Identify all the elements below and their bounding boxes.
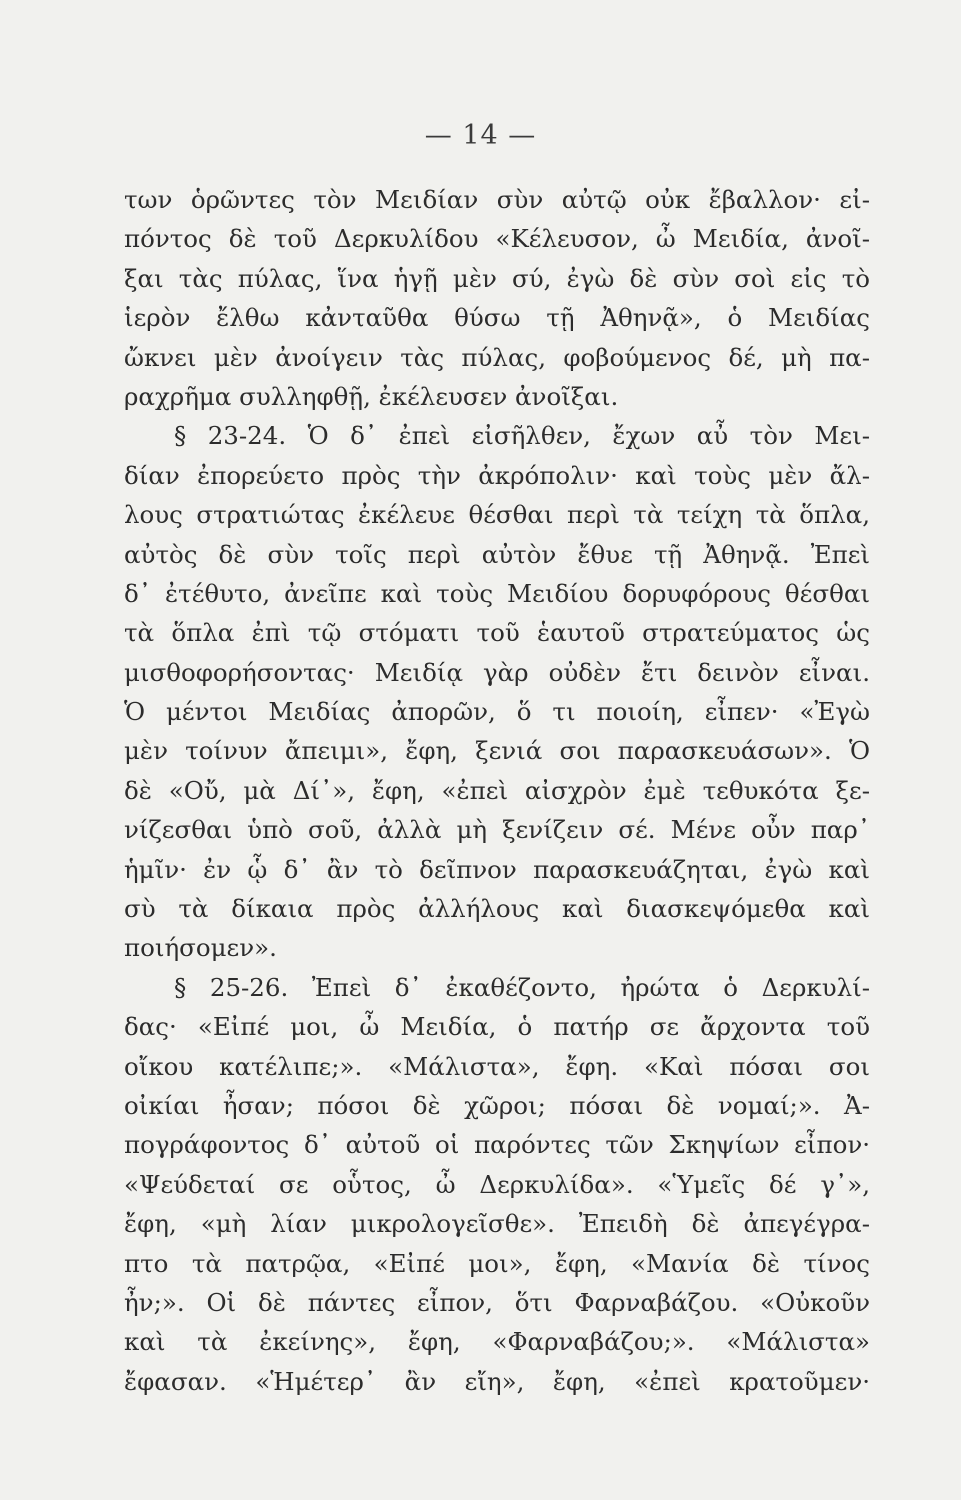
body-text	[124, 180, 870, 1401]
text-line: δίαν ἐπορεύετο πρὸς τὴν ἀκρόπολιν· καὶ τοὺς μὲν ἄλ-	[124, 460, 870, 490]
text-line: καὶ τὰ ἐκείνης», ἔφη, «Φαρναβάζου;». «Μάλιστα»	[124, 1327, 870, 1357]
text-line: μισθοφορήσοντας· Μειδίᾳ γὰρ οὐδὲν ἔτι δεινὸν εἶναι.	[124, 657, 870, 687]
text-line: αὐτὸς δὲ σὺν τοῖς περὶ αὐτὸν ἔθυε τῇ Ἀθηνᾷ. Ἐπεὶ	[124, 539, 870, 569]
text-line: ξαι τὰς πύλας, ἵνα ἡγῇ μὲν σύ, ἐγὼ δὲ σὺν σοὶ εἰς τὸ	[124, 263, 870, 293]
text-line: ραχρῆμα συλληφθῇ, ἐκέλευσεν ἀνοῖξαι.	[124, 381, 619, 411]
text-line: ἦν;». Οἱ δὲ πάντες εἶπον, ὅτι Φαρναβάζου. «Οὐκοῦν	[124, 1287, 870, 1317]
text-line: πογράφοντος δ᾽ αὐτοῦ οἱ παρόντες τῶν Σκηψίων εἶπον·	[124, 1130, 870, 1160]
text-line: σὺ τὰ δίκαια πρὸς ἀλλήλους καὶ διασκεψόμεθα καὶ	[124, 894, 870, 924]
text-line: § 25-26. Ἐπεὶ δ᾽ ἐκαθέζοντο, ἠρώτα ὁ Δερκυλί-	[174, 972, 870, 1002]
text-line: μὲν τοίνυν ἄπειμι», ἔφη, ξενιά σοι παρασκευάσων». Ὁ	[124, 736, 870, 766]
text-line: οἰκίαι ἦσαν; πόσοι δὲ χῶροι; πόσαι δὲ νομαί;». Ἀ-	[124, 1090, 870, 1120]
text-line: δ᾽ ἐτέθυτο, ἀνεῖπε καὶ τοὺς Μειδίου δορυφόρους θέσθαι	[124, 578, 870, 608]
text-line: «Ψεύδεταί σε οὗτος, ὦ Δερκυλίδα». «Ὑμεῖς δέ γ᾽»,	[124, 1169, 870, 1199]
text-line: ἔφη, «μὴ λίαν μικρολογεῖσθε». Ἐπειδὴ δὲ ἀπεγέγρα-	[124, 1209, 870, 1239]
text-line: δας· «Εἰπέ μοι, ὦ Μειδία, ὁ πατήρ σε ἄρχοντα τοῦ	[124, 1012, 870, 1042]
text-line: πτο τὰ πατρῷα, «Εἰπέ μοι», ἔφη, «Μανία δὲ τίνος	[124, 1248, 870, 1278]
page-number: — 14 —	[424, 120, 537, 151]
text-line: πόντος δὲ τοῦ Δερκυλίδου «Κέλευσον, ὦ Μειδία, ἀνοῖ-	[124, 224, 870, 254]
text-line: δὲ «Οὔ, μὰ Δί᾽», ἔφη, «ἐπεὶ αἰσχρὸν ἐμὲ τεθυκότα ξε-	[124, 775, 870, 805]
text-line: νίζεσθαι ὑπὸ σοῦ, ἀλλὰ μὴ ξενίζειν σέ. Μένε οὖν παρ᾽	[124, 815, 870, 845]
text-line: των ὁρῶντες τὸν Μειδίαν σὺν αὐτῷ οὐκ ἔβαλλον· εἰ-	[124, 185, 870, 214]
text-line: ὤκνει μὲν ἀνοίγειν τὰς πύλας, φοβούμενος δέ, μὴ πα-	[124, 342, 870, 372]
text-line: Ὁ μέντοι Μειδίας ἀπορῶν, ὅ τι ποιοίη, εἶπεν· «Ἐγὼ	[124, 697, 870, 727]
text-line: ἔφασαν. «Ἡμέτερ᾽ ἂν εἴη», ἔφη, «ἐπεὶ κρατοῦμεν·	[124, 1366, 870, 1396]
text-line: ἡμῖν· ἐν ᾧ δ᾽ ἂν τὸ δεῖπνον παρασκευάζηται, ἐγὼ καὶ	[124, 854, 870, 884]
text-line: λους στρατιώτας ἐκέλευε θέσθαι περὶ τὰ τείχη τὰ ὅπλα,	[124, 500, 870, 530]
text-line: § 23-24. Ὁ δ᾽ ἐπεὶ εἰσῆλθεν, ἔχων αὖ τὸν Μει-	[174, 421, 870, 451]
text-line: οἴκου κατέλιπε;». «Μάλιστα», ἔφη. «Καὶ πόσαι σοι	[124, 1051, 870, 1081]
text-line: τὰ ὅπλα ἐπὶ τῷ στόματι τοῦ ἑαυτοῦ στρατεύματος ὡς	[124, 618, 870, 648]
text-line: ποιήσομεν».	[124, 933, 277, 963]
text-line: ἱερὸν ἔλθω κἀνταῦθα θύσω τῇ Ἀθηνᾷ», ὁ Μειδίας	[124, 303, 870, 333]
